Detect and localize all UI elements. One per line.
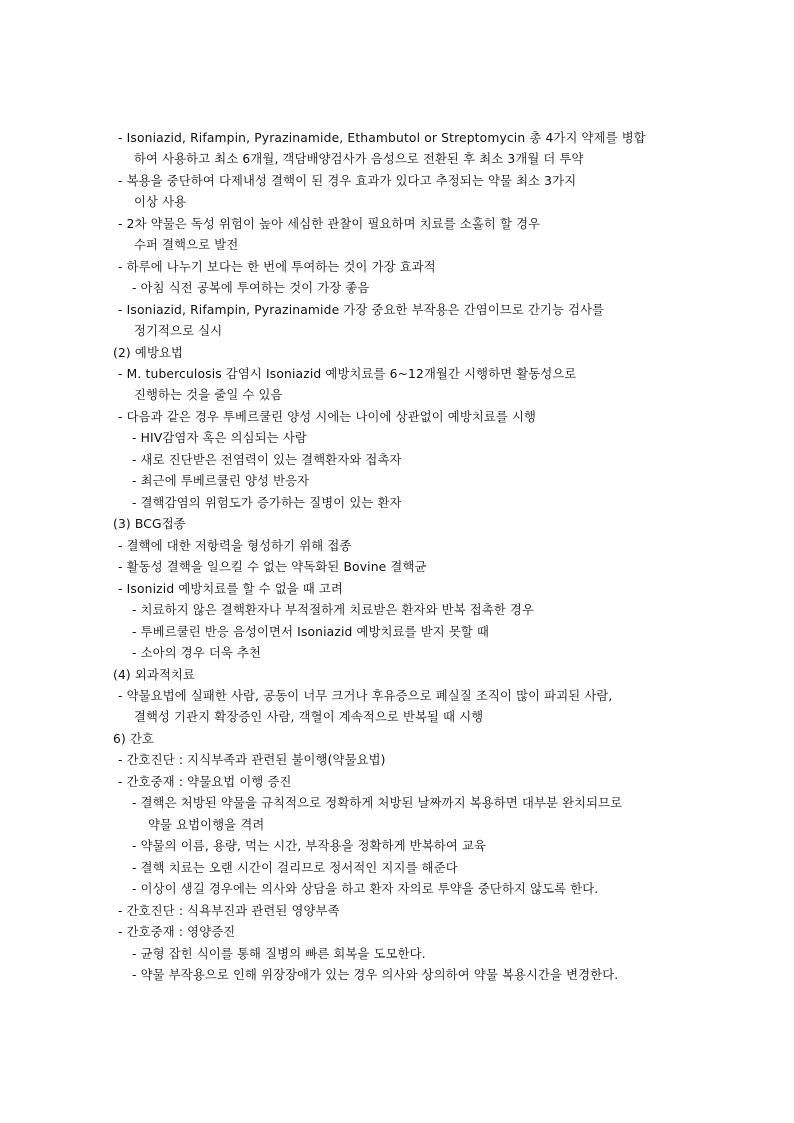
section-heading: (4) 외과적치료	[113, 668, 196, 682]
text-line: 약물 요법이행을 격려	[148, 818, 265, 832]
text-line: - 간호중재 : 영양증진	[118, 925, 236, 939]
text-line: - 결핵 치료는 오랜 시간이 걸리므로 정서적인 지지를 해준다	[132, 861, 458, 875]
text-line: - Isoniazid, Rifampin, Pyrazinamide, Ethambutol or Streptomycin 총 4가지 약제를 병합	[118, 131, 646, 145]
text-line: - 새로 진단받은 전염력이 있는 결핵환자와 접촉자	[132, 453, 402, 467]
text-line: - 다음과 같은 경우 투베르쿨린 양성 시에는 나이에 상관없이 예방치료를 시행	[118, 410, 537, 424]
text-line: - 약물요법에 실패한 사람, 공동이 너무 크거나 후유증으로 폐실질 조직이 많이 파괴된 사람,	[118, 689, 613, 703]
text-line: - 약물 부작용으로 인해 위장장애가 있는 경우 의사와 상의하여 약물 복용시간을 변경한다.	[132, 968, 619, 982]
text-line: 진행하는 것을 줄일 수 있음	[134, 388, 283, 402]
text-line: - 투베르쿨린 반응 음성이면서 Isoniazid 예방치료를 받지 못할 때	[132, 625, 490, 639]
text-line: - M. tuberculosis 감염시 Isoniazid 예방치료를 6~12개월간 시행하면 활동성으로	[118, 367, 577, 381]
text-line: - Isonizid 예방치료를 할 수 없을 때 고려	[118, 582, 343, 596]
section-heading: 6) 간호	[113, 732, 155, 746]
text-line: - 간호중재 : 약물요법 이행 증진	[118, 775, 292, 789]
text-line: - 간호진단 : 지식부족과 관련된 불이행(약물요법)	[118, 753, 386, 767]
text-line: 이상 사용	[134, 195, 187, 209]
text-line: - 결핵감염의 위험도가 증가하는 질병이 있는 환자	[132, 496, 402, 510]
text-line: - 2차 약물은 독성 위험이 높아 세심한 관찰이 필요하며 치료를 소홀히 할 경우	[118, 217, 541, 231]
text-line: - 아침 식전 공복에 투여하는 것이 가장 좋음	[132, 281, 370, 295]
text-line: - 결핵에 대한 저항력을 형성하기 위해 접종	[118, 539, 352, 553]
text-line: - 이상이 생길 경우에는 의사와 상담을 하고 환자 자의로 투약을 중단하지 않도록 한다.	[132, 882, 599, 896]
text-line: - 활동성 결핵을 일으킬 수 없는 약독화된 Bovine 결핵균	[118, 560, 427, 574]
text-line: 정기적으로 실시	[134, 324, 223, 338]
text-line: - HIV감염자 혹은 의심되는 사람	[132, 431, 307, 445]
text-line: - 결핵은 처방된 약물을 규칙적으로 정확하게 처방된 날짜까지 복용하면 대부분 완치되므로	[132, 796, 623, 810]
section-heading: (2) 예방요법	[113, 346, 184, 360]
text-line: 결핵성 기관지 확장증인 사람, 객혈이 계속적으로 반복될 때 시행	[134, 710, 484, 724]
text-line: 수퍼 결핵으로 발전	[134, 238, 239, 252]
section-heading: (3) BCG접종	[113, 517, 186, 531]
text-line: 하여 사용하고 최소 6개월, 객담배양검사가 음성으로 전환된 후 최소 3개월 더 투약	[134, 152, 584, 166]
text-line: - 하루에 나누기 보다는 한 번에 투여하는 것이 가장 효과적	[118, 260, 436, 274]
text-line: - 균형 잡힌 식이를 통해 질병의 빠른 회복을 도모한다.	[132, 947, 426, 961]
text-line: - Isoniazid, Rifampin, Pyrazinamide 가장 중요한 부작용은 간염이므로 간기능 검사를	[118, 303, 605, 317]
text-line: - 최근에 투베르쿨린 양성 반응자	[132, 474, 310, 488]
text-line: - 간호진단 : 식욕부진과 관련된 영양부족	[118, 904, 340, 918]
text-line: - 소아의 경우 더욱 추천	[132, 646, 262, 660]
text-line: - 약물의 이름, 용량, 먹는 시간, 부작용을 정확하게 반복하여 교육	[132, 839, 487, 853]
text-line: - 복용을 중단하여 다제내성 결핵이 된 경우 효과가 있다고 추정되는 약물 최소 3가지	[118, 174, 577, 188]
text-line: - 치료하지 않은 결핵환자나 부적절하게 치료받은 환자와 반복 접촉한 경우	[132, 603, 534, 617]
